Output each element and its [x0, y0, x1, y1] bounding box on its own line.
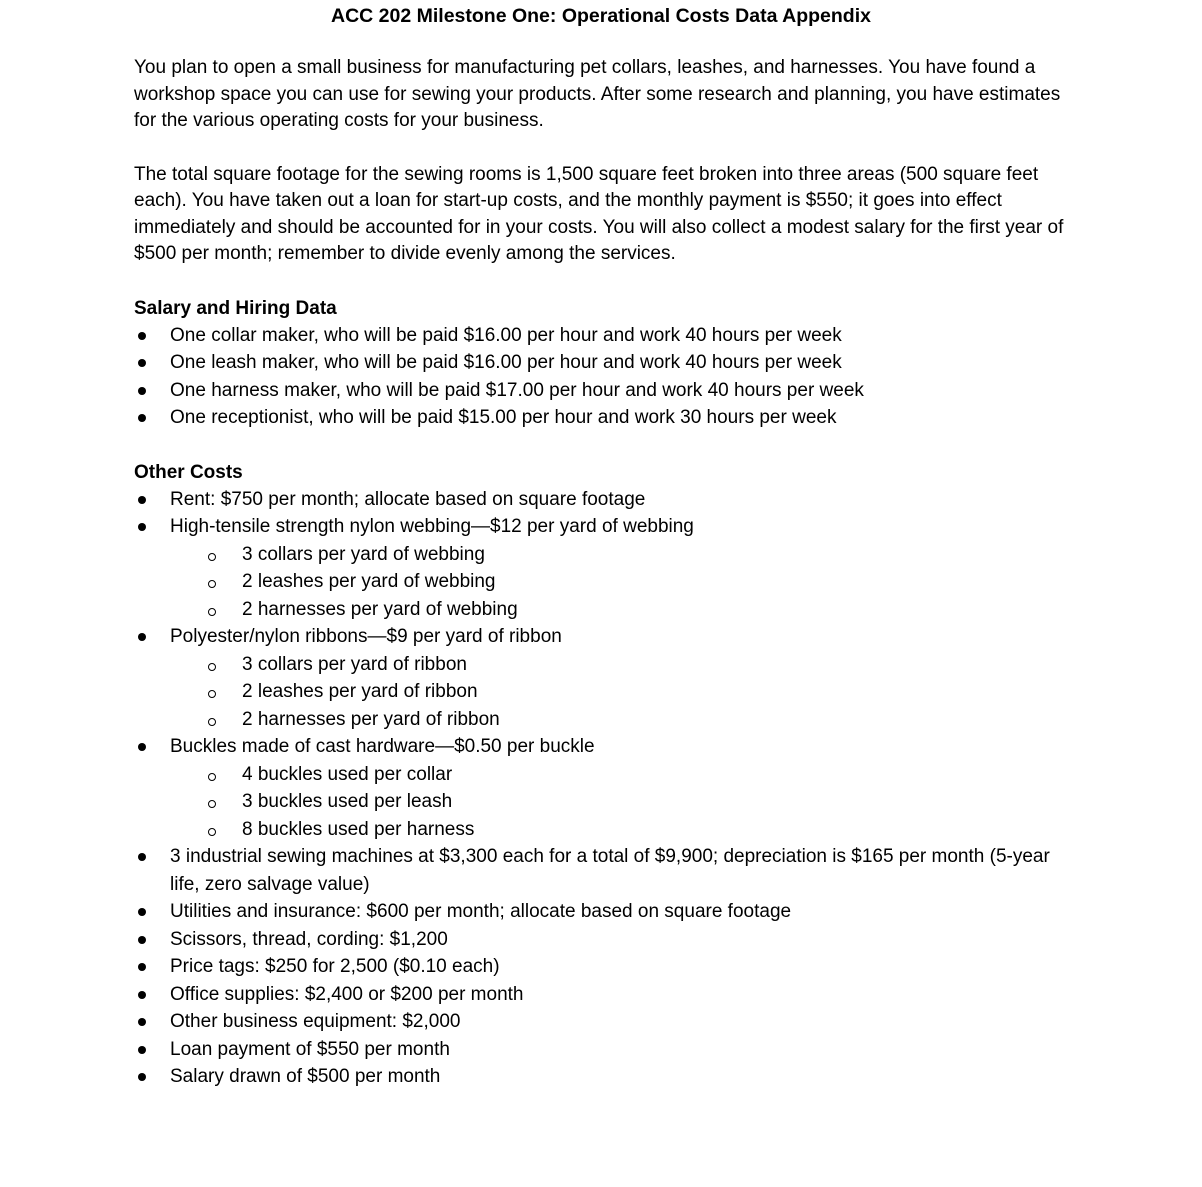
list-item: Office supplies: $2,400 or $200 per month: [134, 981, 1074, 1009]
list-item: One harness maker, who will be paid $17.00 per hour and work 40 hours per week: [134, 377, 1074, 405]
list-item: Buckles made of cast hardware—$0.50 per buckle: [134, 733, 1074, 761]
list-item: Price tags: $250 for 2,500 ($0.10 each): [134, 953, 1074, 981]
other-costs-list: [134, 486, 1074, 1091]
list-item: Polyester/nylon ribbons—$9 per yard of ribbon: [134, 623, 1074, 651]
sub-list-item: 2 leashes per yard of webbing: [134, 568, 1074, 596]
list-item: One receptionist, who will be paid $15.00 per hour and work 30 hours per week: [134, 404, 1074, 432]
sub-list-item: 2 leashes per yard of ribbon: [134, 678, 1074, 706]
list-item: One collar maker, who will be paid $16.00 per hour and work 40 hours per week: [134, 322, 1074, 350]
list-item: One leash maker, who will be paid $16.00 per hour and work 40 hours per week: [134, 349, 1074, 377]
sub-list-item: 3 collars per yard of webbing: [134, 541, 1074, 569]
other-costs-heading: Other Costs: [134, 461, 243, 483]
sub-list-item: 3 collars per yard of ribbon: [134, 651, 1074, 679]
sub-list-item: 4 buckles used per collar: [134, 761, 1074, 789]
document-body: [134, 55, 1074, 1091]
sub-list-item: 2 harnesses per yard of webbing: [134, 596, 1074, 624]
list-item: Loan payment of $550 per month: [134, 1036, 1074, 1064]
list-item: Rent: $750 per month; allocate based on square footage: [134, 486, 1074, 514]
list-item: 3 industrial sewing machines at $3,300 each for a total of $9,900; depreciation is $165 per month (5-year life, zero salvage value): [134, 843, 1074, 898]
list-item: Other business equipment: $2,000: [134, 1008, 1074, 1036]
list-item: Scissors, thread, cording: $1,200: [134, 926, 1074, 954]
document-title: ACC 202 Milestone One: Operational Costs Data Appendix: [331, 5, 871, 27]
list-item: Salary drawn of $500 per month: [134, 1063, 1074, 1091]
sub-list-item: 8 buckles used per harness: [134, 816, 1074, 844]
salary-list: [134, 322, 1074, 432]
sub-list-item: 2 harnesses per yard of ribbon: [134, 706, 1074, 734]
salary-heading: Salary and Hiring Data: [134, 297, 337, 319]
intro-paragraph: You plan to open a small business for manufacturing pet collars, leashes, and harnesses. You have found a workshop space you can use for sewing your products. After some research and planning, you have estimates for the various operating costs for your business.: [134, 57, 1061, 131]
details-paragraph: The total square footage for the sewing rooms is 1,500 square feet broken into three areas (500 square feet each). You have taken out a loan for start-up costs, and the monthly payment is $550; it goes into effect immediately and should be accounted for in your costs. You will also collect a modest salary for the first year of $500 per month; remember to divide evenly among the services.: [134, 163, 1064, 264]
list-item: High-tensile strength nylon webbing—$12 per yard of webbing: [134, 513, 1074, 541]
list-item: Utilities and insurance: $600 per month; allocate based on square footage: [134, 898, 1074, 926]
sub-list-item: 3 buckles used per leash: [134, 788, 1074, 816]
